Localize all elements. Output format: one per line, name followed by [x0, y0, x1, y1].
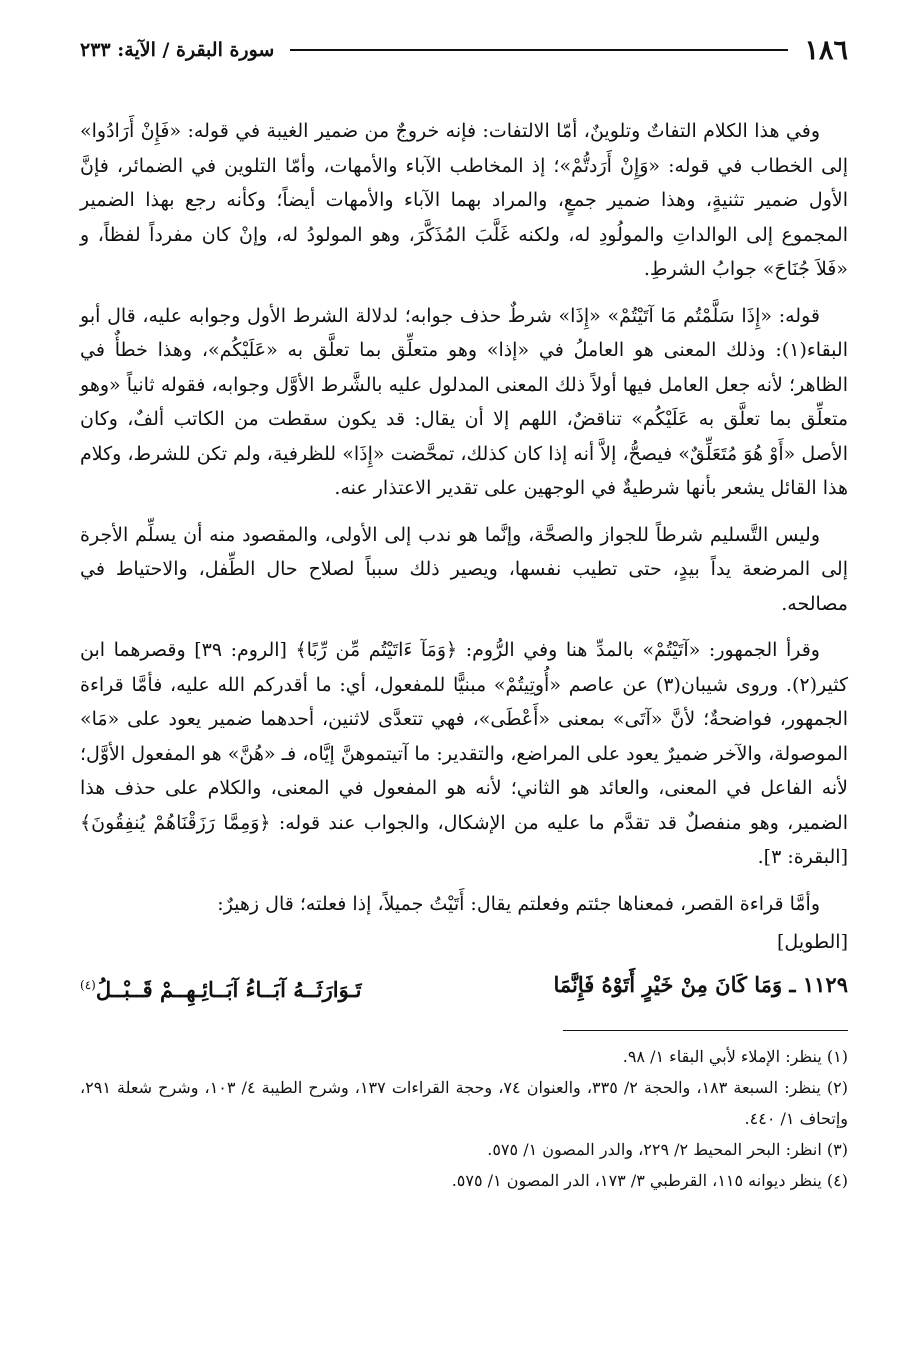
header-rule	[290, 49, 788, 51]
paragraph-5: وأمَّا قراءة القصر، فمعناها جئتم وفعلتم يقال: أَتَيْتُ جميلاً، إذا فعلته؛ قال زهيرٌ:	[217, 892, 820, 915]
footnotes	[80, 1041, 848, 1196]
paragraph-4: وقرأ الجمهور: «آتَيْتُمْ» بالمدِّ هنا وفي الرُّوم: ﴿وَمَآ ءَاتَيْتُم مِّن رِّبًا﴾ [الروم: ٣٩] وقصرهما ابن كثير(٢). وروى شيبان(٣) عن عاصم «أُوتِيتُمْ» مبنيًّا للمفعول، أي: ما أقدركم الله عليه، فأمَّا قراءة الجمهور، فواضحةٌ؛ لأنَّ «آتَى» بمعنى «أَعْطَى»، فهي تتعدَّى لاثنين، أحدهما ضمير يعود على «مَا» الموصولة، والآخر ضميرٌ يعود على المراضع، والتقدير: ما آتيتموهنَّ إيَّاه، فـ «هُنَّ» هو المفعول الأوَّل؛ لأنه الفاعل في المعنى، والعائد هو الثاني؛ لأنه هو المفعول في المعنى، والكلام على حذف هذا الضمير، وهو منفصلٌ قد تقدَّم ما عليه من الإشكال، والجواب عند قوله: ﴿وَمِمَّا رَزَقْنَاهُمْ يُنفِقُونَ﴾ [البقرة: ٣].	[80, 639, 849, 868]
verse-second-hemistich-wrap	[80, 965, 361, 1010]
verse-footnote-marker: (٤)	[80, 978, 96, 992]
footnote-4: (٤) ينظر ديوانه ١١٥، القرطبي ٣/ ١٧٣، الدر المصون ١/ ٥٧٥.	[451, 1171, 848, 1190]
paragraph-3: وليس التَّسليم شرطاً للجواز والصحَّة، وإنَّما هو ندب إلى الأولى، والمقصود منه أن يسلِّم الأجرة إلى المرضعة يداً بيدٍ، حتى تطيب نفسها، ويصير ذلك سبباً لصلاح حال الطِّفل، والاحتياط في مصالحه.	[80, 523, 848, 615]
footnote-2: (٢) ينظر: السبعة ١٨٣، والحجة ٢/ ٣٣٥، والعنوان ٧٤، وحجة القراءات ١٣٧، وشرح الطيبة ٤/ ١٠٣، وشرح شعلة ٢٩١، وإتحاف ١/ ٤٤٠.	[80, 1078, 848, 1128]
page-number: ١٨٦	[804, 34, 848, 66]
page-header	[80, 30, 848, 70]
footnote-1: (١) ينظر: الإملاء لأبي البقاء ١/ ٩٨.	[622, 1047, 848, 1066]
paragraph-1: وفي هذا الكلام التفاتٌ وتلوينٌ، أمّا الالتفات: فإنه خروجٌ من ضمير الغيبة في قوله: «فَإِنْ أَرَادُوا» إلى الخطاب في قوله: «وَإِنْ أَرَدتُّمْ»؛ إذ المخاطب الآباء والأمهات، وأمّا التلوين في الضمائر، فإنَّ الأول ضمير تثنيةٍ، وهذا ضمير جمعٍ، والمراد بهما الآباء والأمهات أيضاً؛ وكأنه رجع بهذا الضمير المجموع إلى الوالداتِ والمولُودِ له، ولكنه غَلَّبَ المُذَكَّرَ، وهو المولودُ له، وإنْ كان مفرداً لفظاً، و «فَلاَ جُنَاحَ» جوابُ الشرطِ.	[80, 120, 848, 280]
paragraph-2: قوله: «إِذَا سَلَّمْتُم مَا آتَيْتُمْ» «إِذَا» شرطٌ حذف جوابه؛ لدلالة الشرط الأول وجوابه عليه، قال أبو البقاء(١): وذلك المعنى هو العاملُ في «إذا» وهو متعلِّق بما تعلَّق به «عَلَيْكُم»، وهذا خطأٌ في الظاهر؛ لأنه جعل العامل فيها أولاً ذلك المعنى المدلول عليه بالشَّرط الأوَّل وجوابه، فقوله ثانياً «وهو متعلِّق بما تعلَّق به عَلَيْكُم» تناقضٌ، اللهم إلا أن يقال: قد يكون سقطت من الكاتب ألفٌ، وكان الأصل «أَوْ هُوَ مُتَعَلِّقٌ» فيصحُّ، إلاَّ أنه إذا كان كذلك، تمحَّضت «إِذَا» للظرفية، ولم تكن للشرط، وكلام هذا القائل يشعر بأنها شرطيةٌ في الوجهين على تقدير الاعتذار عنه.	[80, 304, 848, 499]
footnote-3: (٣) انظر: البحر المحيط ٢/ ٢٢٩، والدر المصون ١/ ٥٧٥.	[487, 1140, 848, 1159]
poetic-meter: [الطويل]	[777, 931, 848, 953]
poetry-verse	[80, 965, 848, 1010]
main-text	[80, 114, 848, 1010]
running-title: سورة البقرة / الآية: ٢٣٣	[80, 39, 275, 61]
verse-second-hemistich: تَـوَارَثَــهُ آبَــاءُ آبَــائِـهِــمْ قَــبْــلُ	[95, 977, 362, 1002]
footnote-separator	[563, 1030, 848, 1031]
verse-first-hemistich: ١١٢٩ ـ وَمَا كَانَ مِنْ خَيْرٍ أَتَوْهُ فَإِنَّمَا	[553, 972, 848, 997]
